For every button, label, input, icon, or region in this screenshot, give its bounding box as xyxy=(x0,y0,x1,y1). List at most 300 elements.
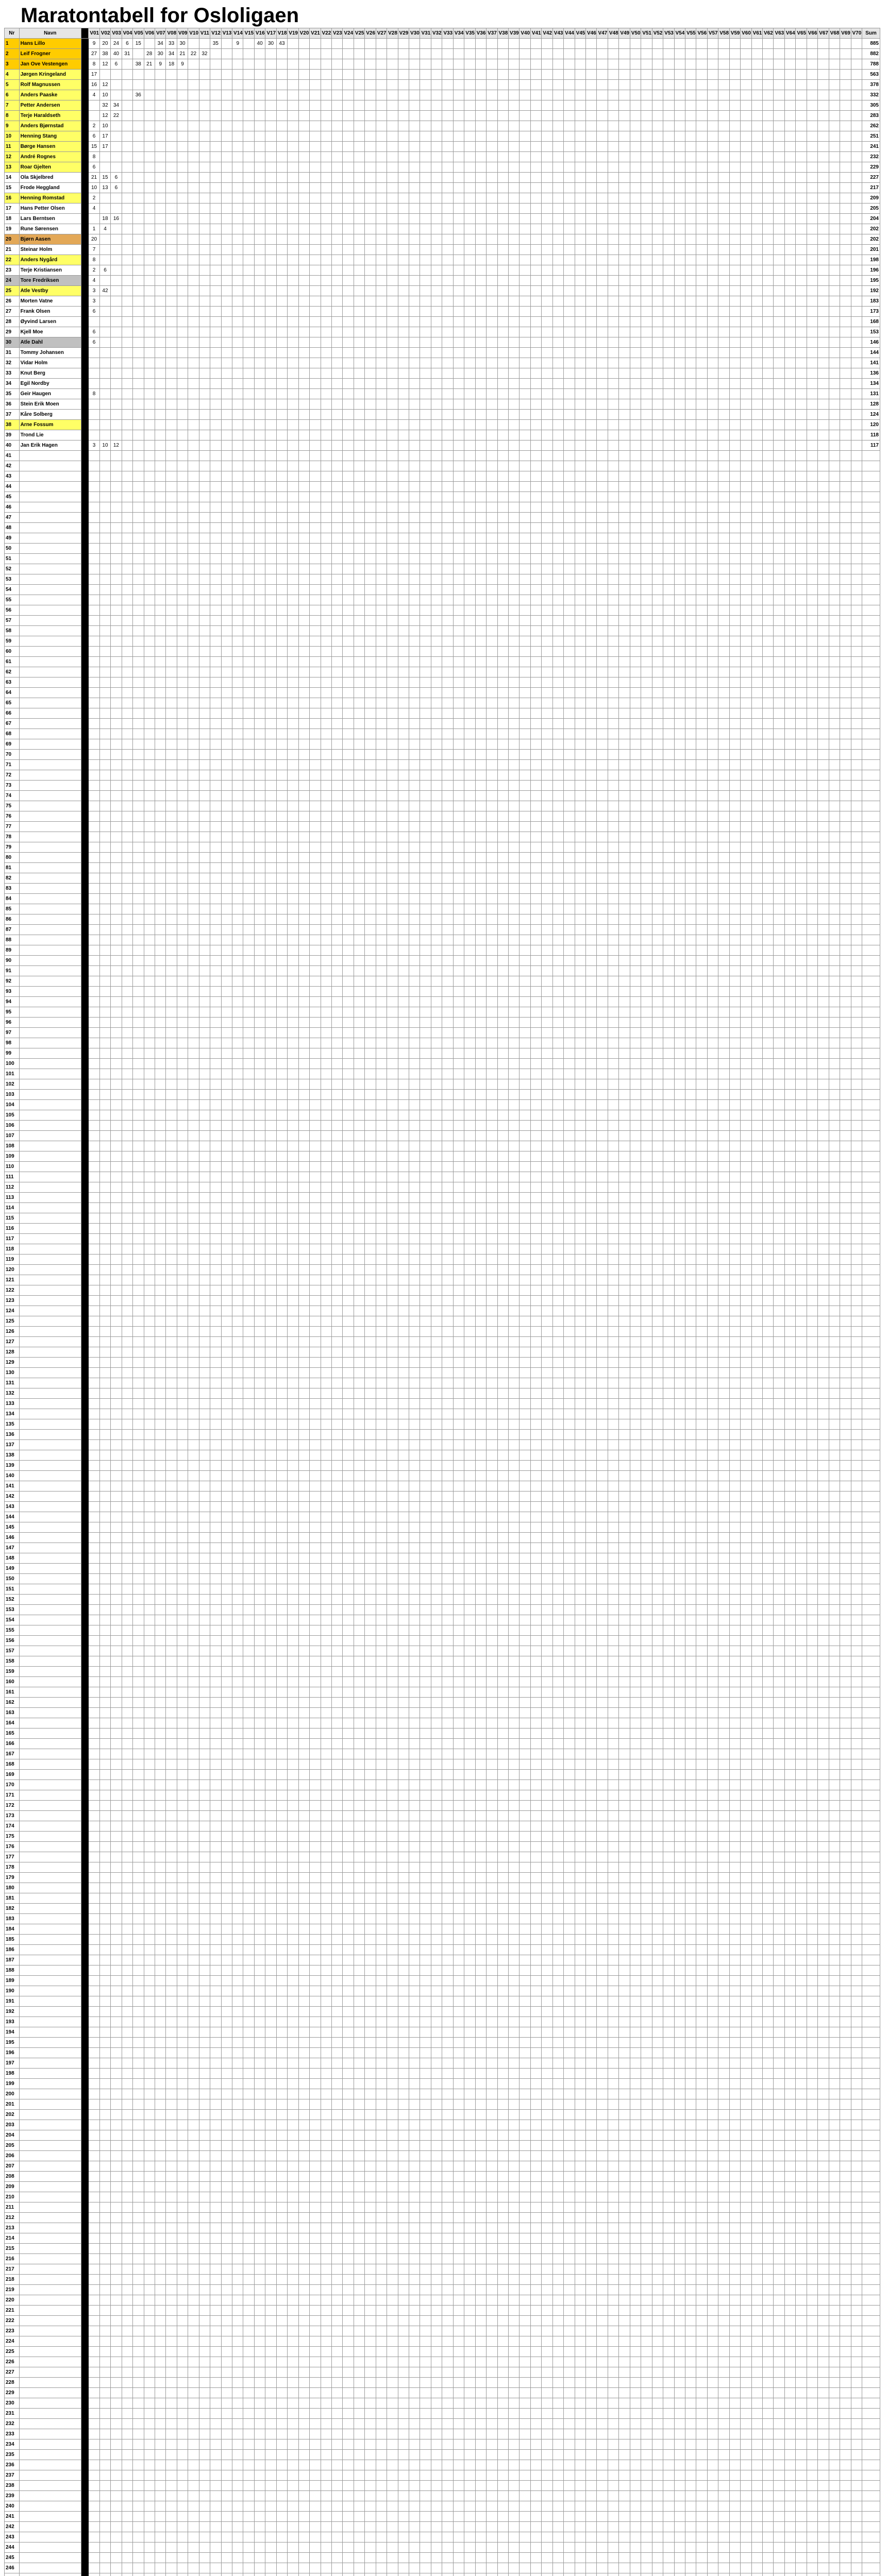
round-score xyxy=(707,389,718,399)
round-score xyxy=(818,214,829,224)
round-score xyxy=(409,688,420,698)
round-score xyxy=(796,605,807,616)
round-score xyxy=(807,595,817,605)
round-score xyxy=(751,59,762,70)
round-score xyxy=(276,430,287,440)
round-score xyxy=(674,224,685,234)
round-score xyxy=(343,523,354,533)
round-score xyxy=(729,276,740,286)
round-score xyxy=(265,276,276,286)
round-score xyxy=(508,327,519,337)
round-score xyxy=(288,399,298,410)
round-score xyxy=(409,337,420,348)
round-score xyxy=(155,564,165,574)
round-score xyxy=(354,162,364,173)
round-score xyxy=(796,533,807,544)
round-score xyxy=(166,389,177,399)
round-score xyxy=(442,605,453,616)
row-number: 7 xyxy=(5,100,20,111)
round-score xyxy=(122,667,132,677)
col-header-v29: V29 xyxy=(398,28,409,39)
round-score xyxy=(685,595,696,605)
round-score xyxy=(420,193,431,204)
round-score xyxy=(487,430,497,440)
round-score xyxy=(409,513,420,523)
round-score xyxy=(155,616,165,626)
round-score xyxy=(818,420,829,430)
round-score xyxy=(685,482,696,492)
row-number: 33 xyxy=(5,368,20,379)
round-score xyxy=(497,255,508,265)
round-score xyxy=(542,142,552,152)
round-score xyxy=(542,131,552,142)
round-score xyxy=(276,389,287,399)
round-score xyxy=(243,100,254,111)
round-score xyxy=(398,276,409,286)
round-score xyxy=(630,183,641,193)
round-score xyxy=(552,337,563,348)
round-score xyxy=(729,430,740,440)
round-score xyxy=(133,389,144,399)
round-score xyxy=(133,245,144,255)
round-score xyxy=(199,554,210,564)
round-score xyxy=(796,574,807,585)
round-score xyxy=(840,616,851,626)
round-score xyxy=(398,605,409,616)
round-score xyxy=(298,513,309,523)
round-score xyxy=(685,564,696,574)
round-score xyxy=(265,399,276,410)
round-score xyxy=(542,121,552,131)
round-score xyxy=(155,585,165,595)
round-score xyxy=(586,90,597,100)
round-score xyxy=(254,327,265,337)
round-score xyxy=(188,142,199,152)
total-score xyxy=(862,513,880,523)
round-score xyxy=(232,585,243,595)
round-score xyxy=(99,616,110,626)
round-score xyxy=(133,492,144,502)
round-score xyxy=(442,708,453,719)
round-score xyxy=(796,276,807,286)
round-score xyxy=(365,471,376,482)
round-score xyxy=(398,265,409,276)
round-score xyxy=(376,605,387,616)
round-score xyxy=(122,90,132,100)
round-score xyxy=(398,667,409,677)
round-score xyxy=(453,121,464,131)
round-score xyxy=(530,327,541,337)
round-score xyxy=(729,554,740,564)
round-score xyxy=(365,296,376,307)
round-score xyxy=(254,214,265,224)
round-score xyxy=(552,286,563,296)
round-score xyxy=(343,605,354,616)
round-score xyxy=(376,482,387,492)
total-score xyxy=(862,677,880,688)
round-score xyxy=(530,698,541,708)
round-score xyxy=(475,193,486,204)
round-score xyxy=(829,307,840,317)
round-score: 4 xyxy=(89,204,99,214)
round-score xyxy=(464,296,475,307)
round-score xyxy=(199,307,210,317)
row-number: 38 xyxy=(5,420,20,430)
round-score xyxy=(796,677,807,688)
round-score: 12 xyxy=(99,80,110,90)
round-score xyxy=(508,399,519,410)
round-score xyxy=(254,554,265,564)
round-score xyxy=(431,492,442,502)
round-score xyxy=(729,39,740,49)
round-score xyxy=(365,255,376,265)
round-score xyxy=(763,80,774,90)
round-score xyxy=(376,677,387,688)
round-score xyxy=(321,327,331,337)
round-score: 17 xyxy=(89,70,99,80)
round-score xyxy=(818,183,829,193)
round-score xyxy=(619,70,630,80)
round-score xyxy=(133,502,144,513)
round-score xyxy=(276,152,287,162)
round-score xyxy=(442,296,453,307)
round-score xyxy=(453,554,464,564)
round-score xyxy=(210,708,221,719)
round-score xyxy=(420,224,431,234)
round-score xyxy=(321,430,331,440)
round-score xyxy=(784,327,795,337)
round-score xyxy=(851,173,862,183)
round-score xyxy=(298,265,309,276)
round-score xyxy=(453,368,464,379)
round-score xyxy=(298,111,309,121)
round-score xyxy=(807,667,817,677)
round-score xyxy=(310,492,321,502)
round-score xyxy=(564,430,575,440)
round-score xyxy=(431,677,442,688)
round-score xyxy=(398,574,409,585)
round-score xyxy=(818,574,829,585)
round-score xyxy=(298,533,309,544)
round-score xyxy=(133,708,144,719)
round-score xyxy=(608,100,618,111)
round-score xyxy=(497,379,508,389)
round-score xyxy=(707,544,718,554)
round-score xyxy=(144,265,155,276)
round-score xyxy=(398,183,409,193)
round-score xyxy=(210,564,221,574)
round-score xyxy=(321,440,331,451)
round-score xyxy=(707,100,718,111)
round-score xyxy=(254,688,265,698)
round-score xyxy=(784,234,795,245)
col-header-v42: V42 xyxy=(542,28,552,39)
round-score xyxy=(674,430,685,440)
round-score xyxy=(343,348,354,358)
round-score xyxy=(199,265,210,276)
round-score xyxy=(497,574,508,585)
round-score xyxy=(641,657,652,667)
round-score xyxy=(387,451,398,461)
col-header-v36: V36 xyxy=(475,28,486,39)
round-score xyxy=(453,605,464,616)
round-score xyxy=(310,39,321,49)
total-score: 241 xyxy=(862,142,880,152)
round-score xyxy=(796,440,807,451)
round-score xyxy=(542,564,552,574)
round-score xyxy=(741,564,751,574)
round-score xyxy=(475,368,486,379)
round-score xyxy=(288,100,298,111)
round-score xyxy=(663,595,674,605)
round-score xyxy=(210,173,221,183)
player-name xyxy=(19,451,81,461)
round-score xyxy=(829,234,840,245)
round-score xyxy=(652,698,663,708)
round-score xyxy=(707,379,718,389)
row-number: 23 xyxy=(5,265,20,276)
round-score xyxy=(840,482,851,492)
round-score xyxy=(210,368,221,379)
round-score xyxy=(155,142,165,152)
round-score xyxy=(530,502,541,513)
round-score xyxy=(343,389,354,399)
round-score xyxy=(276,399,287,410)
round-score xyxy=(840,49,851,59)
round-score xyxy=(133,358,144,368)
round-score xyxy=(265,368,276,379)
round-score xyxy=(542,502,552,513)
round-score xyxy=(122,131,132,142)
round-score xyxy=(718,152,729,162)
round-score xyxy=(796,173,807,183)
round-score xyxy=(530,317,541,327)
round-score xyxy=(807,657,817,667)
round-score xyxy=(177,698,188,708)
round-score xyxy=(354,605,364,616)
round-score xyxy=(431,296,442,307)
round-score xyxy=(641,204,652,214)
round-score xyxy=(321,647,331,657)
round-score xyxy=(475,59,486,70)
total-score: 153 xyxy=(862,327,880,337)
round-score xyxy=(741,368,751,379)
col-header-name: Navn xyxy=(19,28,81,39)
round-score xyxy=(520,626,530,636)
round-score xyxy=(751,317,762,327)
round-score xyxy=(354,49,364,59)
round-score xyxy=(652,152,663,162)
round-score xyxy=(552,585,563,595)
round-score xyxy=(829,544,840,554)
round-score xyxy=(564,544,575,554)
total-score: 788 xyxy=(862,59,880,70)
round-score xyxy=(674,183,685,193)
round-score xyxy=(784,492,795,502)
round-score xyxy=(99,389,110,399)
round-score xyxy=(188,162,199,173)
round-score xyxy=(254,482,265,492)
round-score xyxy=(464,214,475,224)
round-score xyxy=(298,564,309,574)
round-score xyxy=(619,152,630,162)
round-score xyxy=(475,317,486,327)
round-score xyxy=(487,410,497,420)
round-score xyxy=(398,677,409,688)
round-score xyxy=(718,471,729,482)
round-score xyxy=(310,317,321,327)
round-score xyxy=(840,605,851,616)
row-number: 62 xyxy=(5,667,20,677)
round-score xyxy=(243,265,254,276)
round-score xyxy=(376,451,387,461)
round-score xyxy=(99,461,110,471)
round-score xyxy=(288,317,298,327)
round-score xyxy=(652,585,663,595)
round-score xyxy=(475,162,486,173)
round-score xyxy=(409,554,420,564)
round-score xyxy=(652,142,663,152)
col-header-v17: V17 xyxy=(265,28,276,39)
round-score xyxy=(520,100,530,111)
round-score xyxy=(542,348,552,358)
col-header-v62: V62 xyxy=(763,28,774,39)
round-score xyxy=(155,121,165,131)
round-score xyxy=(685,667,696,677)
total-score xyxy=(862,544,880,554)
round-score xyxy=(188,554,199,564)
round-score xyxy=(508,59,519,70)
round-score xyxy=(564,585,575,595)
round-score xyxy=(210,183,221,193)
round-score xyxy=(453,492,464,502)
round-score xyxy=(475,626,486,636)
round-score xyxy=(298,616,309,626)
round-score xyxy=(840,544,851,554)
round-score xyxy=(652,286,663,296)
round-score xyxy=(321,657,331,667)
round-score xyxy=(487,698,497,708)
round-score xyxy=(685,162,696,173)
round-score xyxy=(751,574,762,585)
round-score xyxy=(520,677,530,688)
round-score xyxy=(122,574,132,585)
round-score xyxy=(232,204,243,214)
round-score xyxy=(784,451,795,461)
round-score xyxy=(487,121,497,131)
round-score xyxy=(199,440,210,451)
round-score xyxy=(741,152,751,162)
round-score xyxy=(763,70,774,80)
round-score xyxy=(232,214,243,224)
round-score xyxy=(188,245,199,255)
round-score xyxy=(508,554,519,564)
round-score xyxy=(663,245,674,255)
round-score xyxy=(741,183,751,193)
round-score xyxy=(442,410,453,420)
round-score xyxy=(310,544,321,554)
round-score xyxy=(818,451,829,461)
player-name: Anders Paaske xyxy=(19,90,81,100)
round-score: 10 xyxy=(99,90,110,100)
round-score xyxy=(442,39,453,49)
round-score xyxy=(763,234,774,245)
round-score xyxy=(144,564,155,574)
round-score xyxy=(442,533,453,544)
round-score xyxy=(542,626,552,636)
marker-cell xyxy=(81,183,89,193)
round-score xyxy=(133,379,144,389)
round-score xyxy=(564,173,575,183)
round-score xyxy=(774,688,784,698)
round-score xyxy=(530,389,541,399)
round-score xyxy=(288,255,298,265)
player-name xyxy=(19,574,81,585)
round-score xyxy=(530,471,541,482)
round-score xyxy=(442,183,453,193)
round-score xyxy=(122,440,132,451)
round-score xyxy=(321,131,331,142)
round-score xyxy=(89,688,99,698)
round-score xyxy=(453,544,464,554)
round-score xyxy=(597,173,608,183)
round-score xyxy=(376,667,387,677)
round-score xyxy=(409,616,420,626)
round-score xyxy=(343,564,354,574)
round-score xyxy=(597,564,608,574)
round-score xyxy=(210,688,221,698)
round-score xyxy=(751,677,762,688)
round-score xyxy=(475,255,486,265)
round-score xyxy=(442,502,453,513)
round-score xyxy=(608,245,618,255)
round-score xyxy=(276,286,287,296)
round-score xyxy=(774,255,784,265)
round-score xyxy=(508,234,519,245)
round-score xyxy=(409,389,420,399)
round-score xyxy=(829,131,840,142)
round-score xyxy=(774,234,784,245)
round-score xyxy=(409,698,420,708)
round-score xyxy=(508,379,519,389)
round-score xyxy=(232,286,243,296)
round-score xyxy=(276,647,287,657)
round-score xyxy=(464,162,475,173)
round-score xyxy=(696,379,707,389)
round-score xyxy=(122,317,132,327)
round-score xyxy=(420,80,431,90)
round-score xyxy=(243,605,254,616)
round-score xyxy=(276,533,287,544)
round-score xyxy=(398,440,409,451)
round-score xyxy=(652,492,663,502)
round-score xyxy=(608,368,618,379)
round-score xyxy=(354,523,364,533)
round-score xyxy=(763,513,774,523)
round-score xyxy=(530,410,541,420)
round-score xyxy=(232,616,243,626)
round-score xyxy=(343,100,354,111)
round-score xyxy=(331,698,342,708)
round-score xyxy=(155,90,165,100)
round-score xyxy=(707,399,718,410)
round-score xyxy=(188,296,199,307)
round-score xyxy=(420,317,431,327)
table-row xyxy=(5,317,880,327)
round-score xyxy=(298,162,309,173)
table-row xyxy=(5,80,880,90)
round-score xyxy=(210,471,221,482)
